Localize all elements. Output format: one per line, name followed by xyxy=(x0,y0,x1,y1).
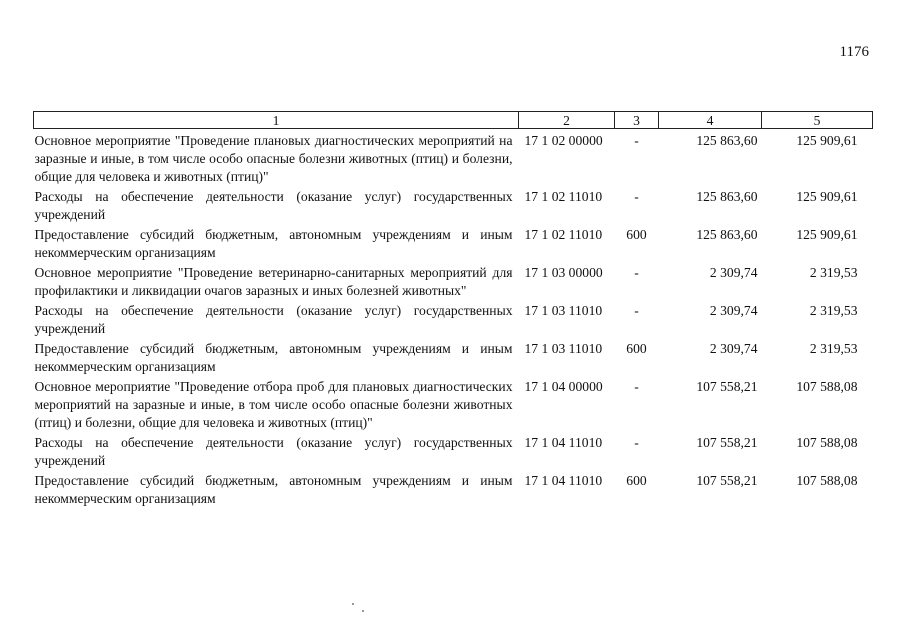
row-amount-year-2: 107 588,08 xyxy=(796,379,858,394)
row-name: Предоставление субсидий бюджетным, автономным учреждениям и иным некоммерческим организациям xyxy=(34,341,513,374)
table-row xyxy=(34,262,873,300)
row-amount-year-2: 125 909,61 xyxy=(796,133,858,148)
table-row xyxy=(34,224,873,262)
row-expense-type: - xyxy=(634,435,639,450)
table-row xyxy=(34,432,873,470)
scan-speck xyxy=(352,603,354,605)
row-amount-year-1: 2 309,74 xyxy=(709,303,758,318)
column-header-code: 2 xyxy=(519,112,615,129)
row-amount-year-1: 125 863,60 xyxy=(696,227,758,242)
column-header-amount-year-1: 4 xyxy=(659,112,762,129)
row-amount-year-2: 125 909,61 xyxy=(796,189,858,204)
row-amount-year-1: 125 863,60 xyxy=(696,189,758,204)
row-expense-type: - xyxy=(634,189,639,204)
row-name: Расходы на обеспечение деятельности (оказание услуг) государственных учреждений xyxy=(34,303,513,336)
row-amount-year-2: 2 319,53 xyxy=(809,265,858,280)
column-header-amount-year-2: 5 xyxy=(762,112,873,129)
row-expense-type: - xyxy=(634,303,639,318)
table-row xyxy=(34,186,873,224)
table-header-row xyxy=(34,112,873,129)
row-code: 17 1 02 11010 xyxy=(524,189,603,204)
row-code: 17 1 04 11010 xyxy=(524,435,603,450)
row-code: 17 1 02 11010 xyxy=(524,227,603,242)
row-amount-year-2: 2 319,53 xyxy=(809,303,858,318)
row-code: 17 1 04 00000 xyxy=(524,379,603,394)
row-expense-type: - xyxy=(634,379,639,394)
row-amount-year-1: 2 309,74 xyxy=(709,265,758,280)
row-amount-year-1: 2 309,74 xyxy=(709,341,758,356)
column-header-expense-type: 3 xyxy=(615,112,659,129)
row-amount-year-2: 107 588,08 xyxy=(796,473,858,488)
budget-table xyxy=(33,111,873,508)
row-amount-year-2: 125 909,61 xyxy=(796,227,858,242)
page-number: 1176 xyxy=(839,44,869,60)
row-name: Расходы на обеспечение деятельности (оказание услуг) государственных учреждений xyxy=(34,189,513,222)
table-row xyxy=(34,376,873,432)
row-expense-type: - xyxy=(634,265,639,280)
table-row xyxy=(34,300,873,338)
table-row xyxy=(34,129,873,187)
row-name: Основное мероприятие "Проведение плановых диагностических мероприятий на заразные и иные, в том числе особо опасные болезни животных (птиц) и болезни, общие для человека и животных (птиц)" xyxy=(34,133,513,184)
column-header-name: 1 xyxy=(34,112,519,129)
row-expense-type: 600 xyxy=(626,341,647,356)
row-name: Расходы на обеспечение деятельности (оказание услуг) государственных учреждений xyxy=(34,435,513,468)
row-name: Основное мероприятие "Проведение ветеринарно-санитарных мероприятий для профилактики и ликвидации очагов заразных и иных болезней животных" xyxy=(34,265,513,298)
row-expense-type: - xyxy=(634,133,639,148)
row-expense-type: 600 xyxy=(626,473,647,488)
row-name: Предоставление субсидий бюджетным, автономным учреждениям и иным некоммерческим организациям xyxy=(34,473,513,506)
row-name: Предоставление субсидий бюджетным, автономным учреждениям и иным некоммерческим организациям xyxy=(34,227,513,260)
row-code: 17 1 04 11010 xyxy=(524,473,603,488)
row-expense-type: 600 xyxy=(626,227,647,242)
row-amount-year-1: 107 558,21 xyxy=(696,435,758,450)
row-code: 17 1 03 00000 xyxy=(524,265,603,280)
table-row xyxy=(34,470,873,508)
scan-speck xyxy=(362,610,364,612)
table-row xyxy=(34,338,873,376)
row-amount-year-2: 107 588,08 xyxy=(796,435,858,450)
row-code: 17 1 03 11010 xyxy=(524,303,603,318)
row-code: 17 1 02 00000 xyxy=(524,133,603,148)
row-amount-year-1: 125 863,60 xyxy=(696,133,758,148)
row-amount-year-2: 2 319,53 xyxy=(809,341,858,356)
row-amount-year-1: 107 558,21 xyxy=(696,379,758,394)
row-code: 17 1 03 11010 xyxy=(524,341,603,356)
row-amount-year-1: 107 558,21 xyxy=(696,473,758,488)
row-name: Основное мероприятие "Проведение отбора проб для плановых диагностических мероприятий на заразные и иные, в том числе особо опасные болезни животных (птиц) и болезни, общие для человека и животных (птиц)" xyxy=(34,379,513,430)
